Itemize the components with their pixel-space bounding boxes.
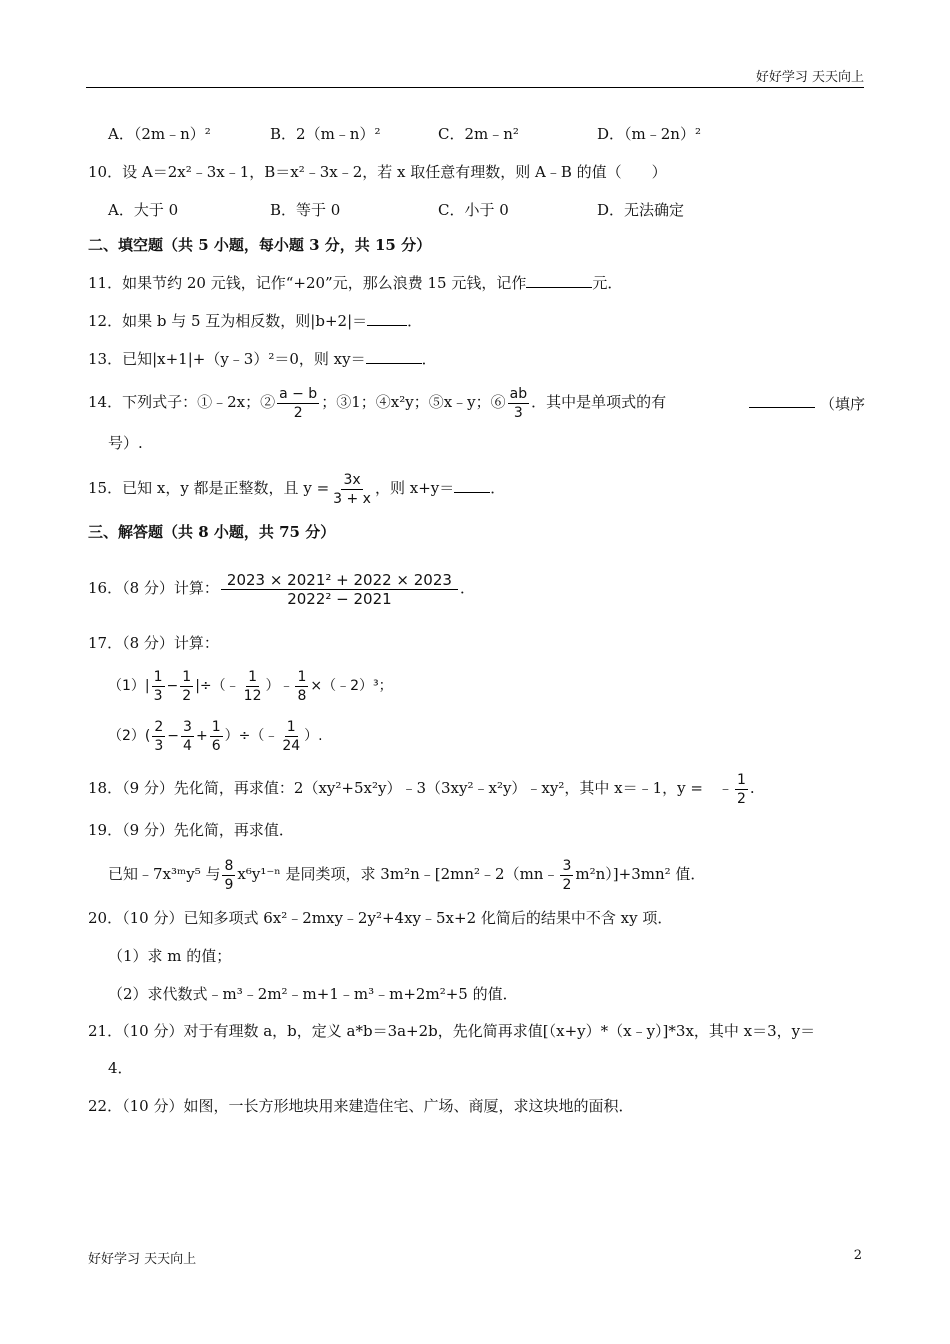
q14-fraction-6 (508, 385, 529, 422)
numerator: 3 (183, 718, 192, 735)
q20-stem: 20．（10 分）已知多项式 6x²﹣2mxy﹣2y²+4xy﹣5x+2 化简后的结果中不含 xy 项． (88, 909, 673, 927)
q12-answer-blank (367, 311, 407, 326)
q17-p1-label: （1）| (108, 678, 150, 694)
q20-part-2: （2）求代数式﹣m³﹣2m²﹣m+1﹣m³﹣m+2m²+5 的值． (108, 985, 518, 1003)
q16-fraction (221, 571, 458, 608)
denominator: 2 (562, 876, 572, 893)
q17-p2-mid: ）÷（﹣ (224, 728, 279, 744)
numerator: 1 (736, 771, 746, 788)
denominator: 4 (183, 737, 192, 754)
numerator: 1 (297, 668, 307, 685)
q17-p1-mid: |÷（﹣ (195, 678, 240, 694)
q17-p1-tail: ×（﹣2）³； (310, 678, 393, 694)
q14-paren: （填序 (820, 395, 866, 413)
q14-continuation: 号）. (108, 434, 143, 452)
q14-fraction-2 (277, 385, 319, 422)
q11-text: 11．如果节约 20 元钱，记作“+20”元，那么浪费 15 元钱，记作 (88, 274, 527, 292)
q18 (88, 766, 755, 810)
q19-l2-after: m²n）]+3mn² 值． (575, 865, 706, 883)
q15-text: 15．已知 x，y 都是正整数，且 y = (88, 479, 330, 497)
q14-answer-blank (749, 393, 815, 408)
q11 (88, 273, 622, 293)
q13-text: 13．已知|x+1|+（y﹣3）²＝0，则 xy＝ (88, 350, 366, 368)
q10-option-d: D．无法确定 (597, 201, 685, 219)
q17-p2-tail: ）. (304, 728, 323, 744)
plus-sign: + (195, 728, 208, 744)
q17-p2-frac-3 (210, 718, 223, 755)
q19-line-2 (108, 852, 705, 896)
q13 (88, 349, 437, 369)
q19-l2-before: 已知﹣7x³ᵐy⁵ 与 (108, 865, 221, 883)
q16-denominator: 2022² − 2021 (287, 589, 392, 608)
numerator: 1 (182, 668, 192, 685)
q14-f2-numerator: a − b (279, 385, 318, 402)
minus-sign: − (167, 728, 180, 744)
q14-middle: ；③1；④x²y；⑤x﹣y；⑥ (321, 393, 506, 411)
q17-p2-frac-2 (181, 718, 194, 755)
q14-f6-denominator: 3 (513, 404, 523, 421)
q17-p1-frac-1 (152, 668, 165, 705)
q19-l2-mid: x⁶y¹⁻ⁿ 是同类项，求 3m²n﹣[2mn²﹣2（mn﹣ (237, 865, 559, 883)
header-divider (86, 87, 864, 88)
denominator: 6 (211, 737, 221, 754)
q22-stem: 22．（10 分）如图，一长方形地块用来建造住宅、广场、商厦，求这块地的面积． (88, 1097, 634, 1115)
numerator: 2 (154, 718, 164, 735)
denominator: 9 (224, 876, 234, 893)
q15-answer-blank (454, 478, 490, 493)
q17-p1-frac-4 (295, 668, 308, 705)
q10-option-c: C．小于 0 (438, 201, 509, 219)
q17-part-1 (108, 664, 393, 708)
q15-denominator: 3 + x (333, 490, 371, 507)
q12-text: 12．如果 b 与 5 互为相反数，则|b+2|＝ (88, 312, 368, 330)
denominator: 12 (243, 687, 262, 704)
q17-part-2 (108, 714, 323, 758)
q9-option-a: A．（2m﹣n）² (108, 125, 211, 143)
page-header: 好好学习 天天向上 (755, 70, 864, 85)
denominator: 8 (297, 687, 307, 704)
q10-option-a: A．大于 0 (108, 201, 179, 219)
q20-part-1: （1）求 m 的值； (108, 947, 232, 965)
q15-numerator: 3x (343, 471, 361, 488)
numerator: 3 (562, 857, 572, 874)
q17-p2-label: （2）( (108, 728, 151, 744)
minus-sign: − (166, 678, 179, 694)
q15-tail: ． (490, 479, 506, 497)
denominator: 3 (153, 687, 163, 704)
q14-f2-denominator: 2 (293, 404, 303, 421)
q16-tail: ． (459, 579, 475, 597)
numerator: 1 (248, 668, 258, 685)
q17-stem: 17．（8 分）计算： (88, 634, 219, 652)
q14-f6-numerator: ab (509, 385, 528, 402)
q9-option-c: C．2m﹣n² (438, 125, 519, 143)
q15-middle: ，则 x+y＝ (374, 479, 455, 497)
numerator: 1 (153, 668, 163, 685)
q15 (88, 466, 505, 510)
q14 (88, 380, 666, 424)
denominator: 2 (182, 687, 192, 704)
q15-fraction (331, 471, 373, 508)
q9-option-d: D．（m﹣2n）² (597, 125, 701, 143)
q21-stem: 21．（10 分）对于有理数 a，b，定义 a*b＝3a+2b，先化简再求值[（x+y）*（x﹣y）]*3x，其中 x＝3，y＝ (88, 1022, 816, 1040)
q16-text: 16．（8 分）计算： (88, 579, 219, 597)
q11-answer-blank (526, 273, 592, 288)
denominator: 24 (282, 737, 301, 754)
q12 (88, 311, 422, 331)
section-solve-title: 三、解答题（共 8 小题，共 75 分） (88, 523, 336, 541)
q18-tail: . (749, 779, 755, 797)
q18-fraction (735, 771, 748, 808)
q12-tail: ． (407, 312, 423, 330)
q19-stem: 19．（9 分）先化简，再求值． (88, 821, 294, 839)
numerator: 1 (211, 718, 221, 735)
q14-intro: 14．下列式子：①﹣2x；② (88, 393, 276, 411)
q17-p2-frac-4 (280, 718, 302, 755)
q19-fraction-1 (222, 857, 235, 894)
footer-motto: 好好学习 天天向上 (88, 1252, 197, 1267)
q13-tail: ． (421, 350, 437, 368)
denominator: 2 (736, 790, 746, 807)
q16-numerator: 2023 × 2021² + 2022 × 2023 (221, 571, 458, 590)
q17-p1-frac-2 (180, 668, 193, 705)
q17-p2-frac-1 (152, 718, 165, 755)
q10-option-b: B．等于 0 (270, 201, 341, 219)
q17-p1-frac-3 (242, 668, 264, 705)
q9-option-b: B．2（m﹣n）² (270, 125, 381, 143)
q19-fraction-2 (560, 857, 573, 894)
section-fill-in-title: 二、填空题（共 5 小题，每小题 3 分，共 15 分） (88, 236, 432, 254)
q16 (88, 564, 475, 612)
page-number: 2 (853, 1248, 862, 1263)
numerator: 8 (224, 857, 234, 874)
q21-continuation: 4． (108, 1059, 133, 1077)
q17-p1-mid2: ）﹣ (265, 678, 294, 694)
numerator: 1 (286, 718, 296, 735)
q18-text: 18．（9 分）先化简，再求值：2（xy²+5x²y）﹣3（3xy²﹣x²y）﹣xy²，其中 x＝﹣1，y = ﹣ (88, 779, 733, 797)
q13-answer-blank (366, 349, 422, 364)
q10-stem: 10．设 A＝2x²﹣3x﹣1，B＝x²﹣3x﹣2，若 x 取任意有理数，则 A﹣B 的值（ ） (88, 163, 667, 181)
q11-tail: 元． (592, 274, 623, 292)
q14-tail: ．其中是单项式的有 (531, 393, 667, 411)
denominator: 3 (154, 737, 164, 754)
